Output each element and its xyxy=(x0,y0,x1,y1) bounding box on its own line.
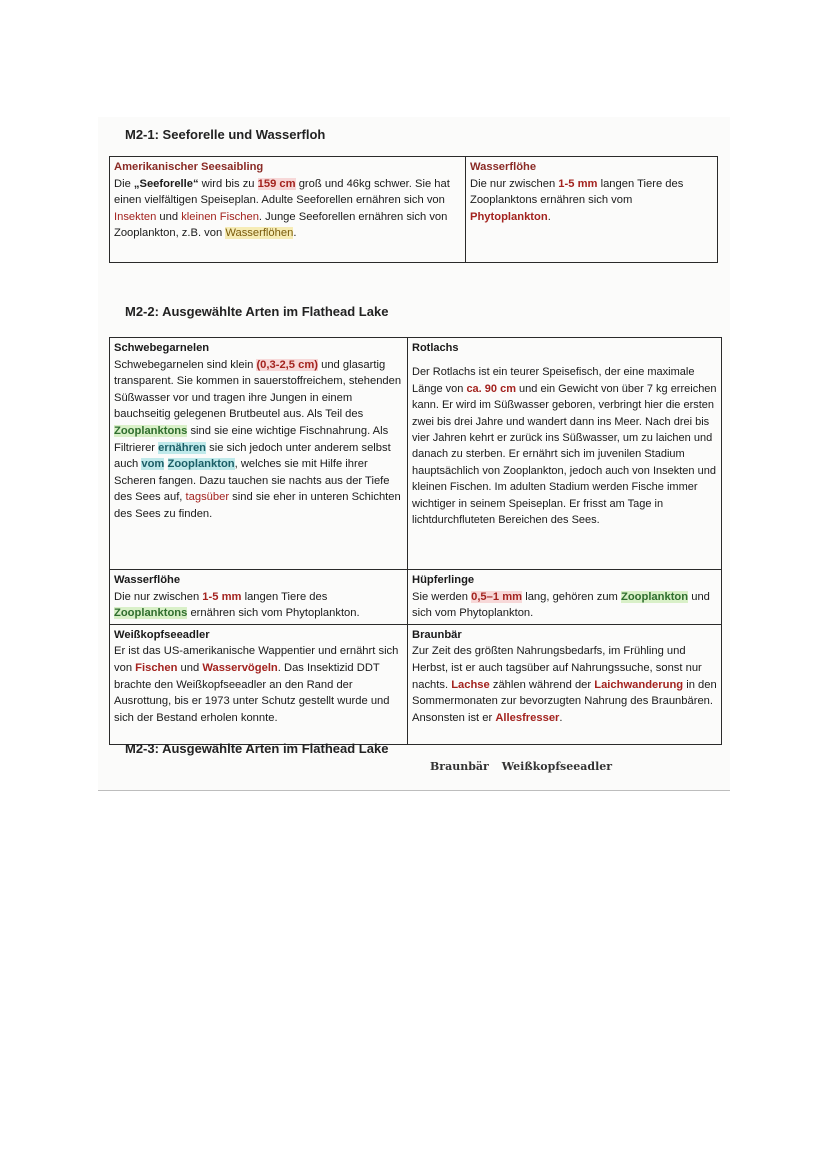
table-m2-2 xyxy=(109,337,722,745)
card-title: Braunbär xyxy=(412,628,462,641)
heading-m2-2: M2-2: Ausgewählte Arten im Flathead Lake xyxy=(125,304,389,319)
card-seesaibling: Amerikanischer Seesaibling Die „Seeforelle“ wird bis zu 159 cm groß und 46kg schwer. Sie hat einen vielfältigen Speiseplan. Adulte Seeforellen ernähren sich von Insekten und kleinen Fischen. Junge Seeforellen ernähren sich von Zooplankton, z.B. von Wasserflöhen. xyxy=(110,157,466,263)
card-title: Hüpferlinge xyxy=(412,574,475,586)
card-braunbaer: Braunbär Zur Zeit des größten Nahrungsbedarfs, im Frühling und Herbst, ist er auch tagsüber auf Nahrungssuche, sonst nur nachts. Lachse zählen während der Laichwanderung in den Sommermonaten zur bevorzugten Nahrung des Braunbären. Ansonsten ist er Allesfresser. xyxy=(408,624,722,744)
card-rotlachs: Rotlachs Der Rotlachs ist ein teurer Speisefisch, der eine maximale Länge von ca. 90 cm und ein Gewicht von über 7 kg erreichen kann. Er wird im Süßwasser geboren, verbringt hier die ersten zwei bis drei Jahre und wandert dann ins Meer. Nach drei bis vier Jahren kehrt er zurück ins Süßwasser, um zu laichen und danach zu sterben. Er ernährt sich im juvenilen Stadium hauptsächlich von Zooplankton, jedoch auch von Insekten und kleinen Fischen. Im adulten Stadium werden Fische immer wichtiger in seinem Speiseplan. Er frisst am Tage in lichtdurchfluteten Bereichen des Sees. xyxy=(408,338,722,570)
card-huepferlinge: Hüpferlinge Sie werden 0,5–1 mm lang, gehören zum Zooplankton und sich vom Phytoplankton. xyxy=(408,570,722,625)
highlight-size: 159 cm xyxy=(257,177,296,190)
worksheet-page xyxy=(98,117,730,791)
card-title: Wasserflöhe xyxy=(470,161,537,173)
highlight-size: 0,5–1 mm xyxy=(471,590,523,603)
card-wasserfloehe-m2-2: Wasserflöhe Die nur zwischen 1-5 mm langen Tiere des Zooplanktons ernähren sich vom Phytoplankton. xyxy=(110,570,408,625)
image-caption xyxy=(430,760,612,773)
highlight-marker: vom xyxy=(141,458,165,471)
highlight-zooplankton: Zooplankton xyxy=(620,590,689,603)
card-title: Weißkopfseeadler xyxy=(114,628,210,641)
highlight-food: Wasserflöhen xyxy=(225,227,294,240)
table-m2-1 xyxy=(109,156,718,263)
card-title: Wasserflöhe xyxy=(114,574,181,586)
highlight-size: 1-5 mm xyxy=(558,177,598,190)
highlight-zooplankton: Zooplanktons xyxy=(114,424,188,437)
highlight-marker: ernähren xyxy=(158,441,207,454)
card-wasserfloehe-m2-1: Wasserflöhe Die nur zwischen 1-5 mm langen Tiere des Zooplanktons ernähren sich vom Phytoplankton. xyxy=(466,157,718,263)
caption-braunbaer: Braunbär xyxy=(430,760,489,773)
highlight-size: (0,3-2,5 cm) xyxy=(256,358,318,371)
card-title: Rotlachs xyxy=(412,342,459,354)
highlight-zooplankton: Zooplanktons xyxy=(114,607,188,620)
heading-m2-3: M2-3: Ausgewählte Arten im Flathead Lake xyxy=(125,741,389,756)
card-weisskopfseeadler: Weißkopfseeadler Er ist das US-amerikanische Wappentier und ernährt sich von Fischen und Wasservögeln. Das Insektizid DDT brachte den Weißkopfseeadler an den Rand der Ausrottung, bis er 1973 unter Schutz gestellt wurde und sich der Bestand erholen konnte. xyxy=(110,624,408,744)
highlight-zooplankton: Zooplankton xyxy=(167,458,235,471)
card-title: Amerikanischer Seesaibling xyxy=(114,161,264,173)
card-title: Schwebegarnelen xyxy=(114,342,210,354)
highlight-size: 1-5 mm xyxy=(202,590,242,603)
highlight-size: ca. 90 cm xyxy=(466,382,516,395)
caption-weisskopfseeadler: Weißkopfseeadler xyxy=(501,760,613,773)
card-schwebegarnelen: Schwebegarnelen Schwebegarnelen sind klein (0,3-2,5 cm) und glasartig transparent. Sie kommen in sauerstoffreichem, stehenden Süßwasser vor und tragen ihre Jungen in einem bauchseitig gelegenen Brutbeutel aus. Als Teil des Zooplanktons sind sie eine wichtige Fischnahrung. Als Filtrierer ernähren sie sich jedoch unter anderem selbst auch vom Zooplankton, welches sie mit Hilfe ihrer Scheren fangen. Dazu tauchen sie nachts aus der Tiefe des Sees auf, tagsüber sind sie eher in unteren Schichten des Sees zu finden. xyxy=(110,338,408,570)
heading-m2-1: M2-1: Seeforelle und Wasserfloh xyxy=(125,127,326,142)
